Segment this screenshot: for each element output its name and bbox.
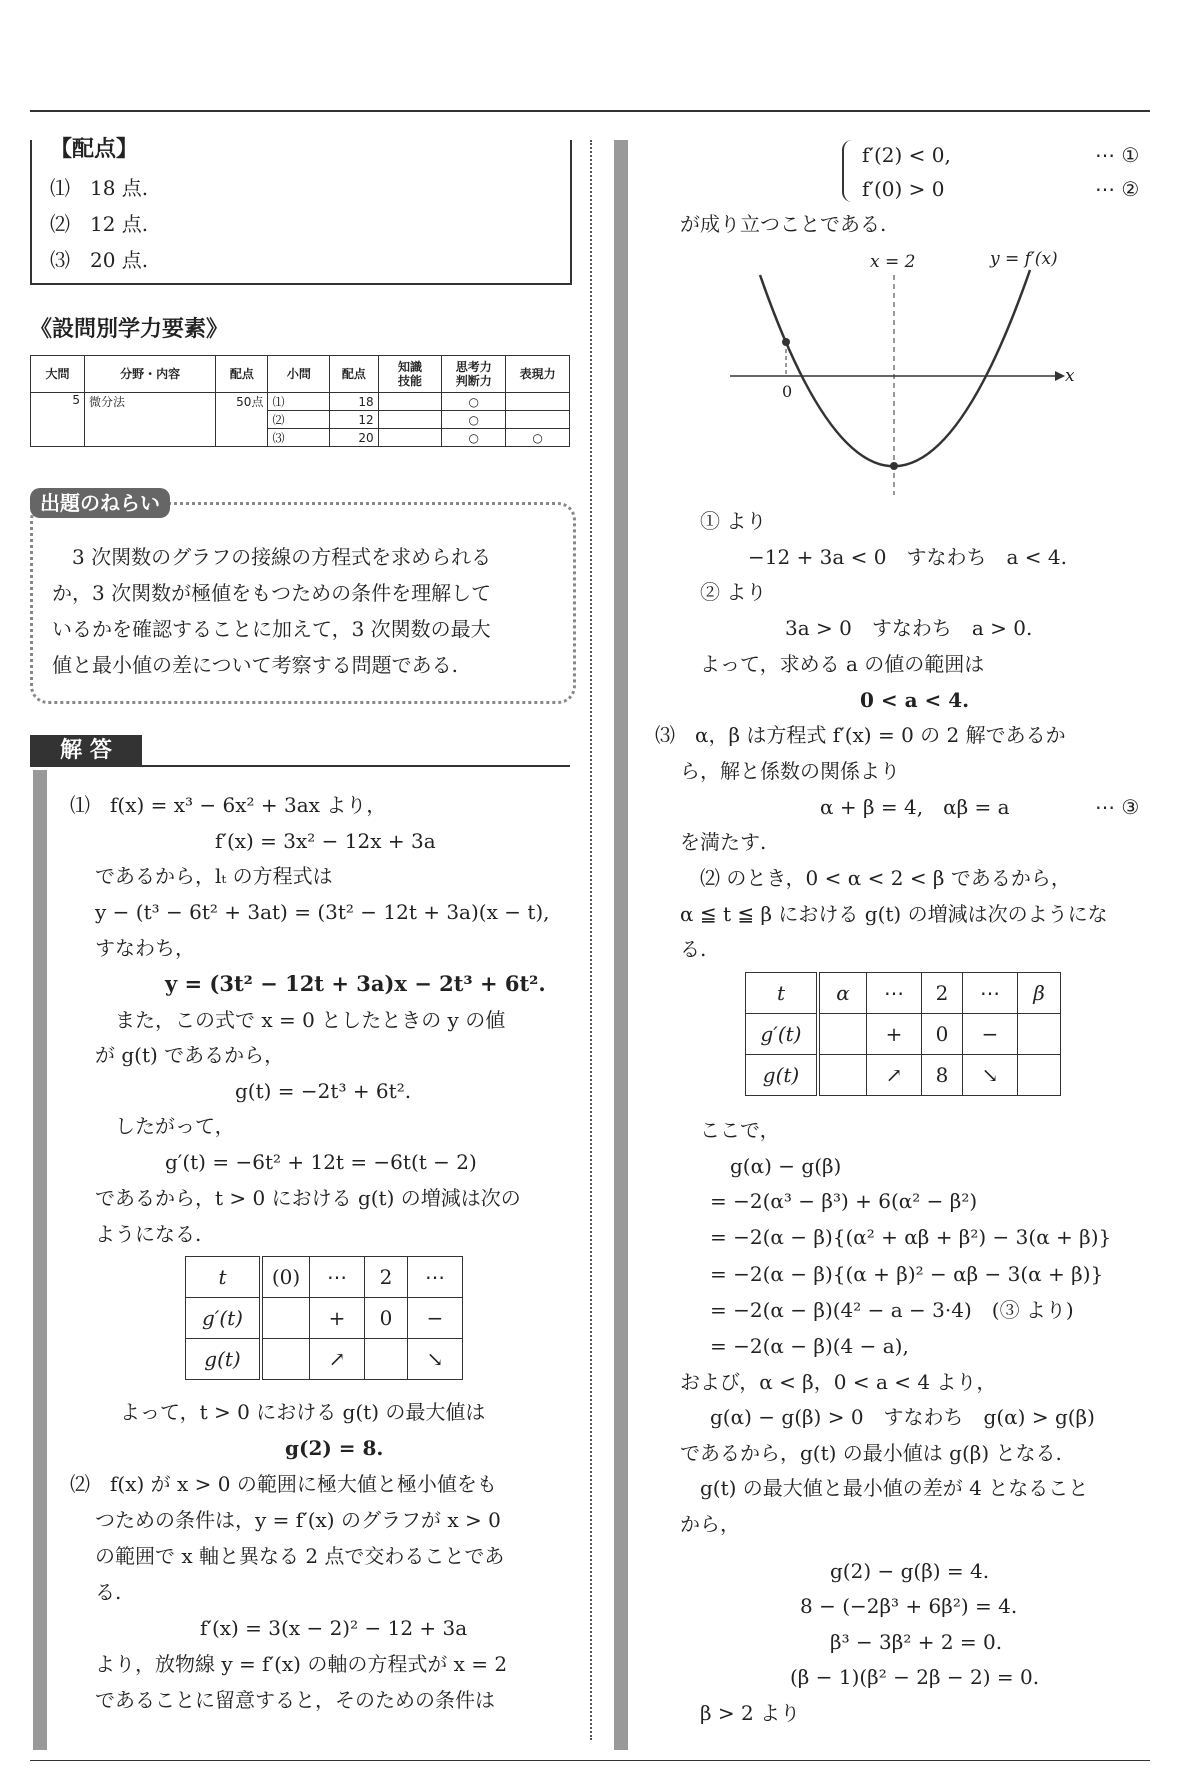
t2-r2-0: g(t) — [746, 1055, 819, 1096]
t2-h5: β — [1018, 973, 1061, 1014]
yoso-h5: 知識 技能 — [378, 356, 442, 393]
r-p3-7: および，α < β，0 < a < 4 より， — [680, 1370, 997, 1394]
t2-h0: t — [746, 973, 819, 1014]
kaito-tag — [30, 735, 142, 767]
r-p2-11: ⑵ のとき，0 < α < 2 < β であるから， — [700, 866, 1071, 890]
yoso-bunya: 微分法 — [85, 393, 216, 447]
r-p3-4: = −2(α − β){(α + β)² − αβ − 3(α + β)} — [710, 1262, 1104, 1286]
r-p2-12: α ≦ t ≦ β における g(t) の増減は次のようにな — [680, 902, 1108, 926]
yoso-points: 12 — [330, 411, 378, 429]
nerai-line-4: 値と最小値の差について考察する問題である. — [52, 653, 458, 677]
t2-r2-1 — [818, 1055, 867, 1096]
nerai-tag: 出題のねらい — [30, 488, 170, 518]
t1-r2-0: g(t) — [186, 1339, 262, 1380]
r-p3-11: から， — [680, 1512, 740, 1536]
l-p2-4: の範囲で x 軸と異なる 2 点で交わることであ — [95, 1544, 505, 1568]
l-p1-7: が g(t) であるから， — [95, 1043, 285, 1067]
haiten-item-2: ⑵ 12 点. — [50, 212, 149, 236]
kaito-rule — [142, 765, 570, 767]
l-p1-2: であるから，lₜ の方程式は — [95, 864, 333, 888]
t2-r1-4: − — [963, 1014, 1018, 1055]
x-axis-arrow — [1055, 371, 1065, 381]
t2-r1-2: + — [867, 1014, 922, 1055]
cond-brace — [842, 140, 854, 202]
t2-h4: ⋯ — [963, 973, 1018, 1014]
yoso-h3: 小問 — [268, 356, 330, 393]
nerai-line-3: いるかを確認することに加えて，3 次関数の最大 — [52, 617, 491, 641]
r-p3-6: = −2(α − β)(4 − a), — [710, 1334, 909, 1358]
yoso-k — [378, 429, 442, 447]
r-p2-4: よって，求める a の値の範囲は — [700, 652, 985, 676]
r-p3-13: 8 − (−2β³ + 6β²) = 4. — [800, 1594, 1018, 1618]
t1-r1-4: − — [408, 1298, 463, 1339]
t1-h4: ⋯ — [408, 1257, 463, 1298]
r-p3-9: であるから，g(t) の最小値は g(β) となる. — [680, 1441, 1062, 1465]
r-p3-15: (β − 1)(β² − 2β − 2) = 0. — [790, 1665, 1040, 1689]
l-p2-8: であることに留意すると，そのための条件は — [95, 1688, 495, 1712]
yoso-h2: 配点 — [216, 356, 268, 393]
l-p1-8: g(t) = −2t³ + 6t². — [235, 1079, 412, 1103]
yoso-s: ○ — [442, 411, 506, 429]
yoso-points: 18 — [330, 393, 378, 411]
r-p2-2: ② より — [700, 580, 767, 604]
t1-r1-2: + — [310, 1298, 365, 1339]
r-p3-5: = −2(α − β)(4² − a − 3·4) (③ より) — [710, 1298, 1074, 1322]
t2-h2: ⋯ — [867, 973, 922, 1014]
top-rule — [30, 110, 1150, 112]
t1-r2-3 — [365, 1339, 408, 1380]
yoso-h6: 思考力 判断力 — [442, 356, 506, 393]
haiten-item-3: ⑶ 20 点. — [50, 248, 149, 272]
l-p2-7: より，放物線 y = f′(x) の軸の方程式が x = 2 — [95, 1652, 508, 1676]
r-p3-2: = −2(α³ − β³) + 6(α² − β²) — [710, 1189, 978, 1213]
yoso-h0: 大問 — [31, 356, 85, 393]
yoso-s: ○ — [442, 393, 506, 411]
t1-r1-0: g′(t) — [186, 1298, 262, 1339]
r-p2-5: 0 < a < 4. — [860, 688, 970, 712]
parabola-curve — [760, 270, 1030, 466]
yoso-daimon: 5 — [31, 393, 85, 447]
l-p1-1: f′(x) = 3x² − 12x + 3a — [215, 829, 436, 853]
l-p1-0: ⑴ f(x) = x³ − 6x² + 3ax より， — [70, 793, 387, 817]
l-p2-2: ⑵ f(x) が x > 0 の範囲に極大値と極小値をも — [70, 1472, 497, 1496]
t2-r2-4: ↘ — [963, 1055, 1018, 1096]
r-p2-9: ⋯ ③ — [1095, 795, 1140, 819]
yoso-h — [506, 393, 570, 411]
r-p2-8: α + β = 4, αβ = a — [820, 795, 1010, 819]
t1-r2-4: ↘ — [408, 1339, 463, 1380]
graph-label-axis: x = 2 — [870, 252, 916, 272]
r-p3-1: g(α) − g(β) — [730, 1154, 842, 1178]
yoso-shomon: ⑵ — [268, 411, 330, 429]
yoso-s: ○ — [442, 429, 506, 447]
t1-h0: t — [186, 1257, 262, 1298]
yoso-h — [506, 411, 570, 429]
cond-2: f′(0) > 0 — [862, 177, 945, 201]
l-p2-6: f′(x) = 3(x − 2)² − 12 + 3a — [200, 1616, 468, 1640]
l-p1-3: y − (t³ − 6t² + 3at) = (3t² − 12t + 3a)(x − t), — [95, 900, 550, 924]
t2-r2-5 — [1018, 1055, 1061, 1096]
yoso-table — [30, 355, 570, 447]
yoso-shomon: ⑴ — [268, 393, 330, 411]
l-p1-5: y = (3t² − 12t + 3a)x − 2t³ + 6t². — [165, 971, 546, 996]
yoso-k — [378, 393, 442, 411]
yoso-h7: 表現力 — [506, 356, 570, 393]
bottom-rule — [30, 1760, 1150, 1761]
t1-r1-1 — [261, 1298, 310, 1339]
t2-r1-3: 0 — [922, 1014, 963, 1055]
cond-1-ref: ⋯ ① — [1095, 143, 1140, 167]
table-1 — [185, 1256, 463, 1380]
l-p2-0: よって，t > 0 における g(t) の最大値は — [120, 1400, 486, 1424]
cond-1: f′(2) < 0, — [862, 143, 951, 167]
t2-r2-3: 8 — [922, 1055, 963, 1096]
l-p1-11: であるから，t > 0 における g(t) の増減は次の — [95, 1186, 521, 1210]
graph-label-x: x — [1065, 366, 1075, 386]
column-divider — [590, 140, 592, 1740]
l-p1-10: g′(t) = −6t² + 12t = −6t(t − 2) — [165, 1150, 477, 1174]
r-p2-13: る. — [680, 937, 707, 961]
t1-r1-3: 0 — [365, 1298, 408, 1339]
y-intercept-point — [782, 338, 790, 346]
cond-2-ref: ⋯ ② — [1095, 177, 1140, 201]
r-p1: が成り立つことである. — [680, 212, 887, 236]
l-p1-12: ようになる. — [95, 1222, 202, 1246]
t2-r1-0: g′(t) — [746, 1014, 819, 1055]
r-p2-7: ら，解と係数の関係より — [680, 759, 900, 783]
r-p3-10: g(t) の最大値と最小値の差が 4 となること — [680, 1476, 1089, 1500]
r-p3-12: g(2) − g(β) = 4. — [830, 1559, 990, 1583]
yoso-k — [378, 411, 442, 429]
graph-label-o: 0 — [782, 382, 793, 401]
r-p3-0: ここで， — [700, 1118, 780, 1142]
t1-h1: (0) — [261, 1257, 310, 1298]
r-p3-14: β³ − 3β² + 2 = 0. — [830, 1630, 1003, 1654]
parabola-graph — [700, 240, 1120, 500]
yoso-points: 20 — [330, 429, 378, 447]
l-p1-9: したがって， — [95, 1114, 235, 1138]
l-p2-3: つための条件は，y = f′(x) のグラフが x > 0 — [95, 1508, 501, 1532]
r-p2-1: −12 + 3a < 0 すなわち a < 4. — [748, 545, 1068, 569]
kaito-label: 解 答 — [60, 738, 112, 763]
t1-h3: 2 — [365, 1257, 408, 1298]
graph-label-curve: y = f′(x) — [990, 249, 1058, 269]
t2-r1-1 — [818, 1014, 867, 1055]
t2-r1-5 — [1018, 1014, 1061, 1055]
haiten-title: 【配点】 — [50, 137, 139, 162]
l-p1-4: すなわち， — [95, 936, 195, 960]
r-p3-16: β > 2 より — [700, 1701, 801, 1725]
nerai-line-1: 3 次関数のグラフの接線の方程式を求められる — [52, 545, 492, 569]
t2-h1: α — [818, 973, 867, 1014]
yoso-h: ○ — [506, 429, 570, 447]
l-p2-1: g(2) = 8. — [285, 1436, 384, 1460]
t1-h2: ⋯ — [310, 1257, 365, 1298]
t2-h3: 2 — [922, 973, 963, 1014]
t1-r2-1 — [261, 1339, 310, 1380]
left-gray-bar — [33, 770, 47, 1750]
yoso-shomon: ⑶ — [268, 429, 330, 447]
nerai-line-2: か，3 次関数が極値をもつための条件を理解して — [52, 581, 492, 605]
r-p3-3: = −2(α − β){(α² + αβ + β²) − 3(α + β)} — [710, 1225, 1112, 1249]
l-p1-6: また，この式で x = 0 としたときの y の値 — [95, 1008, 506, 1032]
yoso-title: 《設問別学力要素》 — [30, 317, 229, 342]
l-p2-5: る. — [95, 1580, 122, 1604]
yoso-h1: 分野・内容 — [85, 356, 216, 393]
table-2 — [745, 972, 1061, 1096]
r-p2-10: を満たす. — [680, 830, 767, 854]
r-p2-6: ⑶ α，β は方程式 f′(x) = 0 の 2 解であるか — [655, 723, 1066, 747]
right-gray-bar — [614, 140, 628, 1750]
haiten-item-1: ⑴ 18 点. — [50, 176, 149, 200]
r-p3-8: g(α) − g(β) > 0 すなわち g(α) > g(β) — [710, 1405, 1095, 1429]
yoso-h4: 配点 — [330, 356, 378, 393]
vertex-point — [890, 462, 898, 470]
r-p2-0: ① より — [700, 509, 767, 533]
r-p2-3: 3a > 0 すなわち a > 0. — [785, 616, 1033, 640]
t2-r2-2: ↗ — [867, 1055, 922, 1096]
t1-r2-2: ↗ — [310, 1339, 365, 1380]
yoso-total: 50点 — [216, 393, 268, 447]
